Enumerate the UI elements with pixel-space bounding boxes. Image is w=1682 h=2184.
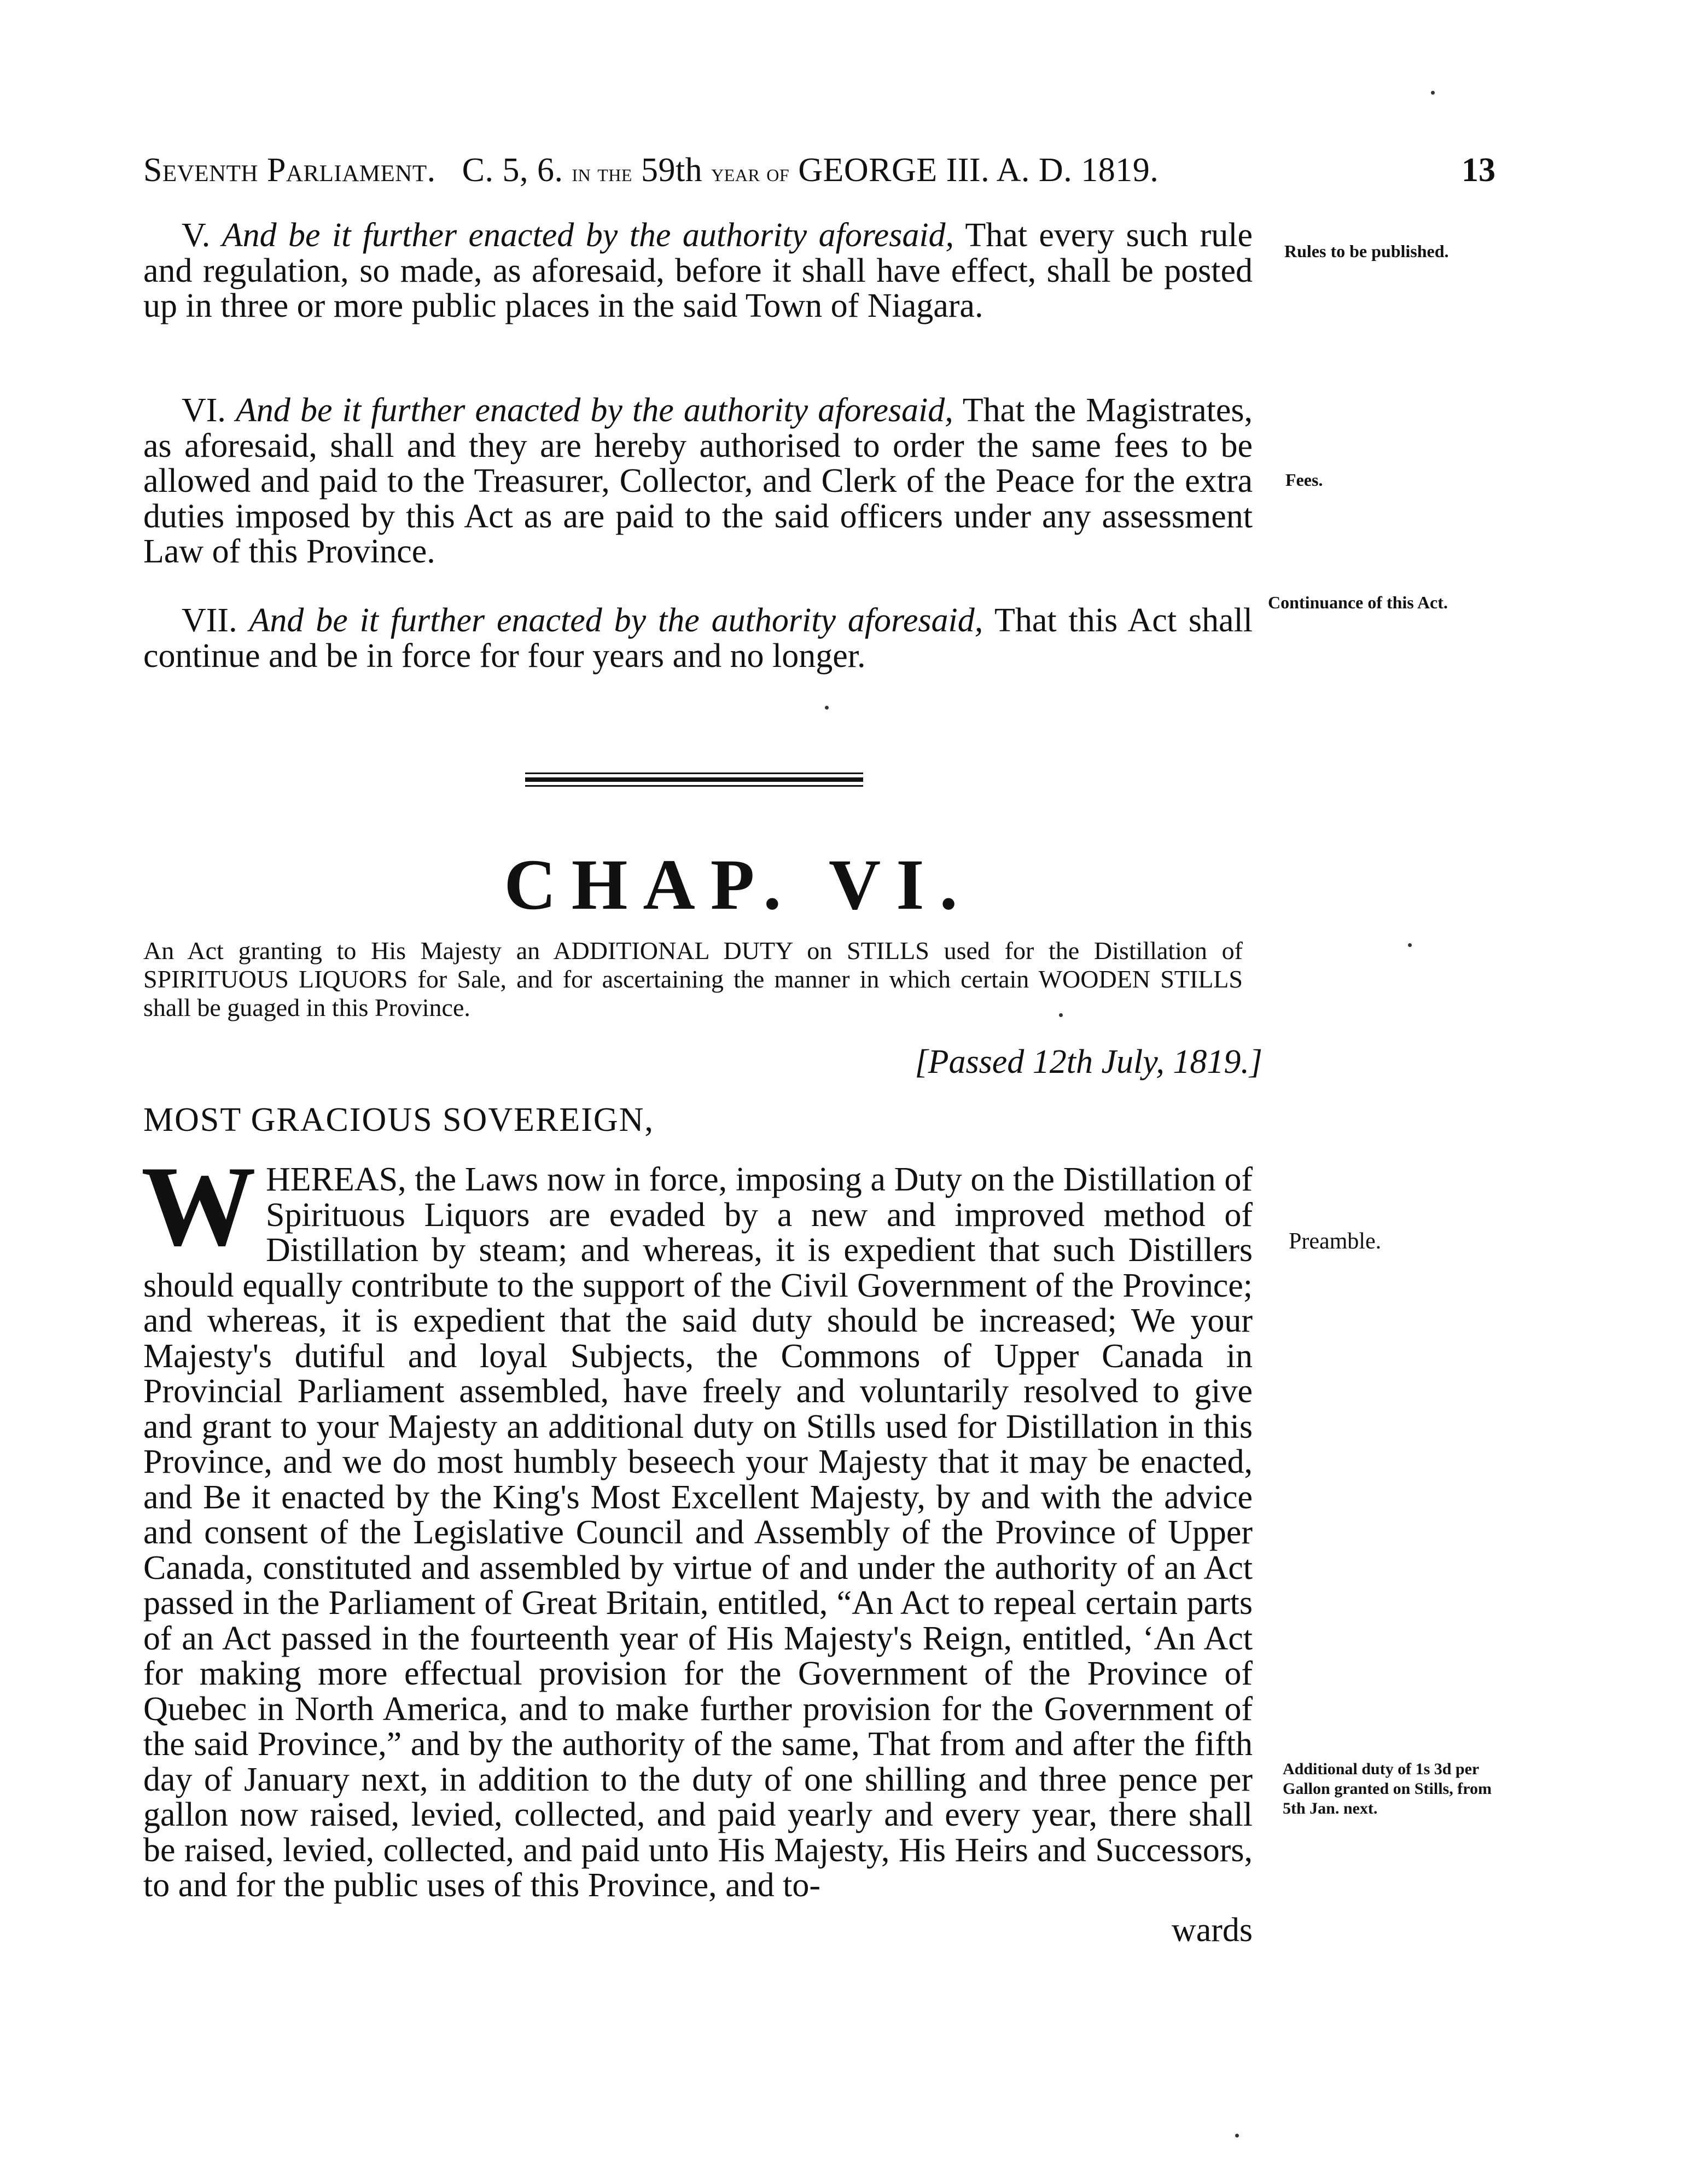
chapter-reference: C. 5, 6. — [462, 152, 563, 189]
parliament-label: Seventh Parliament. — [143, 152, 436, 189]
running-head — [143, 151, 1478, 190]
margin-note-preamble: Preamble. — [1289, 1229, 1382, 1254]
section-number: VI. — [182, 392, 226, 429]
divider-thick-line — [525, 777, 863, 782]
enacting-clause: And be it further enacted by the authority aforesaid, — [249, 602, 983, 639]
act-title: An Act granting to His Majesty an ADDITIONAL DUTY on STILLS used for the Distillation of SPIRITUOUS LIQUORS for Sale, and for ascertaining the manner in which certain WOODEN STILLS shall be guaged in this Province. — [143, 937, 1243, 1021]
print-speck — [1431, 91, 1435, 95]
print-speck — [1059, 1013, 1063, 1017]
section-text: That this Act shall continue and be in force for four years and no longer. — [143, 602, 1253, 675]
enacting-clause: And be it further enacted by the authority aforesaid, — [236, 392, 953, 429]
in-the-text: in the — [572, 159, 632, 187]
passed-date-text: [Passed 12th July, 1819.] — [915, 1043, 1262, 1081]
salutation: MOST GRACIOUS SOVEREIGN, — [143, 1101, 654, 1139]
passed-date — [847, 1043, 1262, 1082]
margin-note-rules: Rules to be published. — [1284, 241, 1449, 261]
section-vi — [143, 393, 1253, 570]
drop-cap: W — [141, 1143, 256, 1270]
chapter-body-text: HEREAS, the Laws now in force, imposing a Duty on the Distillation of Spirituous Liquors are evaded by a new and improved method of Distillation by steam; and whereas, it is expedient that such Distillers should equally contribute to the support of the Civil Government of the Province; and whereas, it is expedient that the said duty should be increased; We your Majesty's dutiful and loyal Subjects, the Commons of Upper Canada in Provincial Parliament assembled, have freely and voluntarily resolved to give and grant to your Majesty an additional duty on Stills used for Distillation in this Province, and we do most humbly beseech your Majesty that it may be enacted, and Be it enacted by the King's Most Excellent Majesty, by and with the advice and consent of the Legislative Council and Assembly of the Province of Upper Canada, constituted and assembled by virtue of and under the authority of an Act passed in the Parliament of Great Britain, entitled, “An Act to repeal certain parts of an Act passed in the fourteenth year of His Majesty's Reign, entitled, ‘An Act for making more effectual provision for the Government of the Province of Quebec in North America, and to make further provision for the Government of the said Province,” and by the authority of the same, That from and after the fifth day of January next, in addition to the duty of one shilling and three pence per gallon now raised, levied, collected, and paid yearly and every year, there shall be raised, levied, collected, and paid unto His Majesty, His Heirs and Successors, to and for the public uses of this Province, and to- — [143, 1161, 1253, 1904]
margin-note-continuance: Continuance of this Act. — [1268, 593, 1448, 612]
chapter-body — [141, 1143, 1253, 1904]
print-speck — [825, 706, 829, 710]
section-text: That every such rule and regulation, so made, as aforesaid, before it shall have effect, shall be posted up in three or more public places in the said Town of Niagara. — [143, 217, 1253, 324]
section-number: VII. — [182, 602, 237, 639]
catchword: wards — [1171, 1912, 1253, 1949]
margin-note-fees: Fees. — [1285, 470, 1323, 490]
section-v — [143, 218, 1253, 324]
page-number: 13 — [1462, 152, 1495, 189]
king-and-date: GEORGE III. A. D. 1819. — [798, 152, 1159, 189]
section-divider — [525, 772, 863, 787]
section-number: V. — [182, 217, 211, 254]
divider-thin-line — [525, 785, 863, 787]
margin-note-additional-duty: Additional duty of 1s 3d per Gallon granted on Stills, from 5th Jan. next. — [1283, 1760, 1492, 1817]
year-text: 59th — [641, 152, 703, 189]
section-text: That the Magistrates, as aforesaid, shall and they are hereby authorised to order the same fees to be allowed and paid to the Treasurer, Collector, and Clerk of the Peace for the extra duties imposed by this Act as are paid to the said officers under any assessment Law of this Province. — [143, 392, 1253, 570]
print-speck — [1235, 2134, 1239, 2137]
chapter-title: CHAP. VI. — [504, 844, 973, 925]
year-word: year of — [711, 159, 790, 187]
print-speck — [1408, 943, 1412, 947]
enacting-clause: And be it further enacted by the authority aforesaid, — [222, 217, 955, 254]
section-vii — [143, 603, 1253, 673]
